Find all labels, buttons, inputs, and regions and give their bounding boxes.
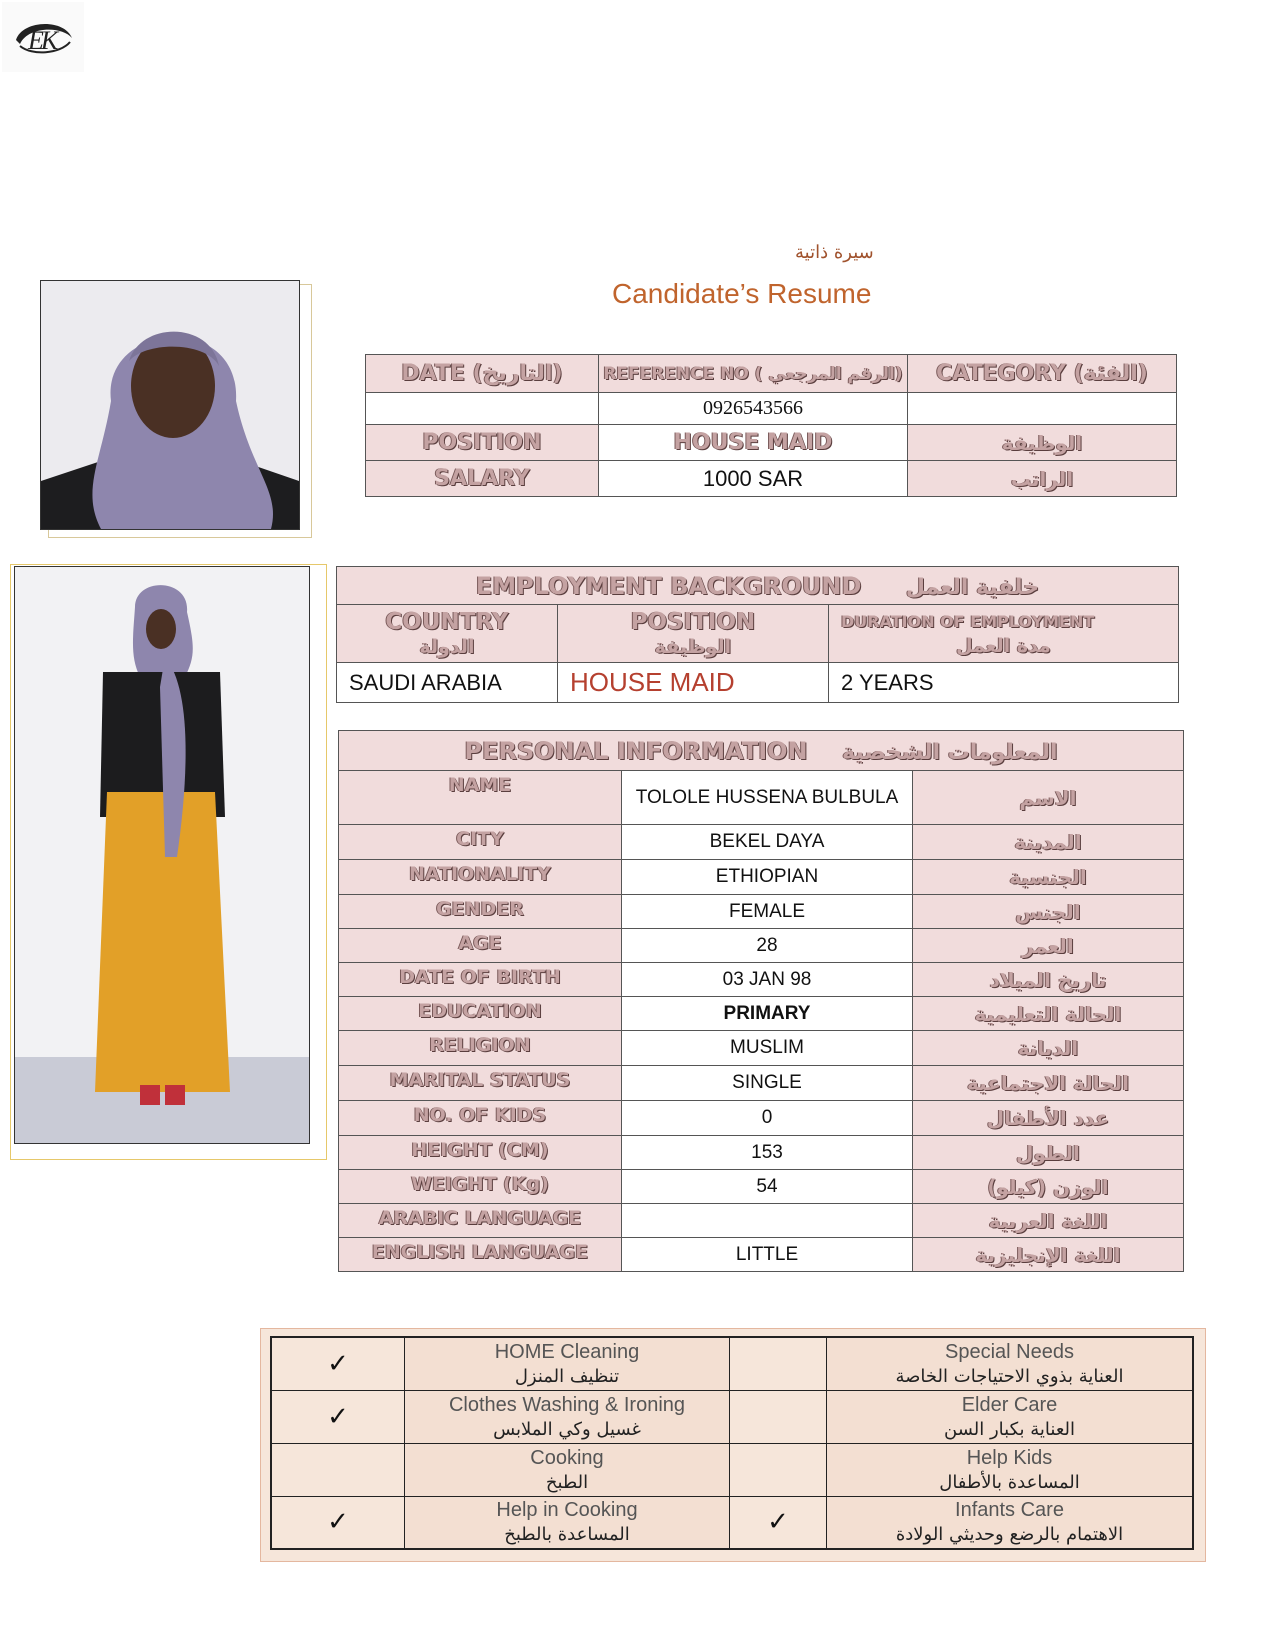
employment-title-ar: خلفية العمل — [905, 574, 1040, 600]
left-skill-label-ar: غسيل وكي الملابس — [493, 1418, 641, 1440]
position-header-ar: الوظيفة — [654, 635, 732, 658]
personal-value: SINGLE — [622, 1066, 913, 1101]
left-skill-label: HOME Cleaning — [494, 1340, 640, 1363]
check-mark-icon: ✓ — [327, 1507, 349, 1538]
personal-value — [622, 1204, 913, 1238]
date-header: DATE (التاريخ) — [366, 355, 599, 393]
personal-value: 28 — [622, 929, 913, 963]
right-skill-label-ar: العناية بذوي الاحتياجات الخاصة — [895, 1365, 1124, 1387]
reference-value: 0926543566 — [599, 393, 908, 425]
personal-info-table — [338, 730, 1184, 1272]
personal-label-ar: الحالة الاجتماعية — [913, 1066, 1184, 1101]
position-header-en: POSITION — [630, 608, 756, 635]
personal-label-ar: الحالة التعليمية — [913, 997, 1184, 1031]
employment-title-cell — [337, 567, 1179, 605]
duration-header-ar: مدة العمل — [956, 634, 1051, 657]
check-mark-icon: ✓ — [327, 1401, 349, 1432]
personal-label: NAME — [339, 771, 622, 825]
personal-label: HEIGHT (CM) — [339, 1136, 622, 1170]
personal-row — [339, 1136, 1184, 1170]
right-skill-label: Special Needs — [945, 1340, 1074, 1363]
right-skill-cell — [827, 1496, 1194, 1549]
personal-value: 54 — [622, 1170, 913, 1204]
personal-label: EDUCATION — [339, 997, 622, 1031]
personal-row — [339, 1170, 1184, 1204]
personal-row — [339, 1238, 1184, 1272]
personal-row — [339, 771, 1184, 825]
left-check-cell[interactable] — [271, 1390, 405, 1443]
left-skill-cell — [405, 1337, 730, 1390]
left-skill-label: Clothes Washing & Ironing — [448, 1393, 686, 1416]
right-skill-label: Help Kids — [966, 1446, 1053, 1469]
country-header-en: COUNTRY — [385, 608, 509, 635]
personal-value: 03 JAN 98 — [622, 963, 913, 997]
personal-label: ENGLISH LANGUAGE — [339, 1238, 622, 1272]
employment-country: SAUDI ARABIA — [337, 663, 558, 703]
personal-label-ar: العمر — [913, 929, 1184, 963]
duration-header-en: DURATION OF EMPLOYMENT — [841, 611, 1095, 631]
check-mark-icon: ✓ — [327, 1348, 349, 1379]
salary-label: SALARY — [366, 461, 599, 497]
personal-row — [339, 860, 1184, 895]
left-skill-label-ar: المساعدة بالطبخ — [504, 1524, 630, 1546]
employment-position: HOUSE MAID — [558, 663, 829, 703]
skills-table — [270, 1336, 1194, 1550]
personal-label-ar: الجنسية — [913, 860, 1184, 895]
check-mark-icon: ✓ — [767, 1507, 789, 1538]
left-check-cell[interactable] — [271, 1443, 405, 1496]
left-skill-label-ar: تنظيف المنزل — [514, 1365, 620, 1387]
reference-header: REFERENCE NO ( الرقم المرجعي) — [599, 355, 908, 393]
right-skill-label: Elder Care — [961, 1393, 1058, 1416]
company-logo — [2, 2, 84, 72]
personal-label-ar: الاسم — [913, 771, 1184, 825]
left-skill-cell — [405, 1443, 730, 1496]
personal-value: 0 — [622, 1101, 913, 1136]
employment-duration: 2 YEARS — [829, 663, 1179, 703]
full-body-photo — [14, 566, 310, 1144]
portrait-photo — [40, 280, 300, 530]
category-value — [908, 393, 1177, 425]
personal-value: ETHIOPIAN — [622, 860, 913, 895]
country-header — [337, 605, 558, 663]
personal-label-ar: الديانة — [913, 1031, 1184, 1066]
date-value — [366, 393, 599, 425]
summary-table — [365, 354, 1177, 497]
left-skill-label: Help in Cooking — [496, 1499, 638, 1522]
left-check-cell[interactable] — [271, 1496, 405, 1549]
right-skill-cell — [827, 1337, 1194, 1390]
personal-label-ar: تاريخ الميلاد — [913, 963, 1184, 997]
personal-value: BEKEL DAYA — [622, 825, 913, 860]
personal-row — [339, 929, 1184, 963]
employment-title: EMPLOYMENT BACKGROUND — [475, 571, 862, 600]
personal-row — [339, 963, 1184, 997]
position-header — [558, 605, 829, 663]
right-check-cell[interactable] — [730, 1443, 827, 1496]
page-title: Candidate’s Resume — [612, 278, 872, 309]
salary-label-ar: الراتب — [908, 461, 1177, 497]
right-skill-cell — [827, 1443, 1194, 1496]
position-value: HOUSE MAID — [599, 425, 908, 461]
personal-row — [339, 1101, 1184, 1136]
personal-label: NO. OF KIDS — [339, 1101, 622, 1136]
personal-title: PERSONAL INFORMATION — [464, 736, 808, 765]
personal-title-ar: المعلومات الشخصية — [842, 739, 1058, 765]
personal-row — [339, 997, 1184, 1031]
personal-value: FEMALE — [622, 895, 913, 929]
right-check-cell[interactable] — [730, 1496, 827, 1549]
personal-label: NATIONALITY — [339, 860, 622, 895]
personal-value: PRIMARY — [622, 997, 913, 1031]
personal-row — [339, 1204, 1184, 1238]
skill-row — [271, 1390, 1193, 1443]
position-label: POSITION — [366, 425, 599, 461]
position-label-ar: الوظيفة — [908, 425, 1177, 461]
personal-label-ar: المدينة — [913, 825, 1184, 860]
skill-row — [271, 1496, 1193, 1549]
personal-row — [339, 895, 1184, 929]
title-arabic: سيرة ذاتية — [795, 242, 874, 263]
skill-row — [271, 1443, 1193, 1496]
personal-label-ar: اللغة العربية — [913, 1204, 1184, 1238]
personal-label-ar: اللغة الإنجليزية — [913, 1238, 1184, 1272]
right-skill-cell — [827, 1390, 1194, 1443]
personal-label: WEIGHT (Kg) — [339, 1170, 622, 1204]
personal-value: LITTLE — [622, 1238, 913, 1272]
salary-value: 1000 SAR — [599, 461, 908, 497]
left-skill-label-ar: الطبخ — [545, 1471, 589, 1493]
right-skill-label-ar: الاهتمام بالرضع وحديثي الولادة — [895, 1524, 1124, 1546]
category-header: CATEGORY (الفئة) — [908, 355, 1177, 393]
left-skill-label: Cooking — [530, 1446, 604, 1469]
personal-row — [339, 825, 1184, 860]
personal-label: MARITAL STATUS — [339, 1066, 622, 1101]
personal-label-ar: الوزن (كيلو) — [913, 1170, 1184, 1204]
personal-value: 153 — [622, 1136, 913, 1170]
right-check-cell[interactable] — [730, 1337, 827, 1390]
left-skill-cell — [405, 1390, 730, 1443]
personal-value: TOLOLE HUSSENA BULBULA — [622, 771, 913, 825]
personal-label-ar: الطول — [913, 1136, 1184, 1170]
right-skill-label: Infants Care — [955, 1499, 1064, 1522]
personal-label: AGE — [339, 929, 622, 963]
personal-row — [339, 1066, 1184, 1101]
personal-label: CITY — [339, 825, 622, 860]
personal-label: DATE OF BIRTH — [339, 963, 622, 997]
personal-row — [339, 1031, 1184, 1066]
logo-text: EK — [28, 26, 56, 55]
left-check-cell[interactable] — [271, 1337, 405, 1390]
duration-header — [829, 605, 1179, 663]
skill-row — [271, 1337, 1193, 1390]
personal-label: ARABIC LANGUAGE — [339, 1204, 622, 1238]
left-skill-cell — [405, 1496, 730, 1549]
personal-label: RELIGION — [339, 1031, 622, 1066]
personal-label: GENDER — [339, 895, 622, 929]
personal-label-ar: عدد الأطفال — [913, 1101, 1184, 1136]
personal-label-ar: الجنس — [913, 895, 1184, 929]
country-header-ar: الدولة — [419, 635, 475, 658]
right-check-cell[interactable] — [730, 1390, 827, 1443]
right-skill-label-ar: المساعدة بالأطفال — [939, 1471, 1080, 1493]
employment-table — [336, 566, 1179, 703]
personal-title-cell — [339, 731, 1184, 771]
personal-value: MUSLIM — [622, 1031, 913, 1066]
right-skill-label-ar: العناية بكبار السن — [944, 1418, 1075, 1440]
